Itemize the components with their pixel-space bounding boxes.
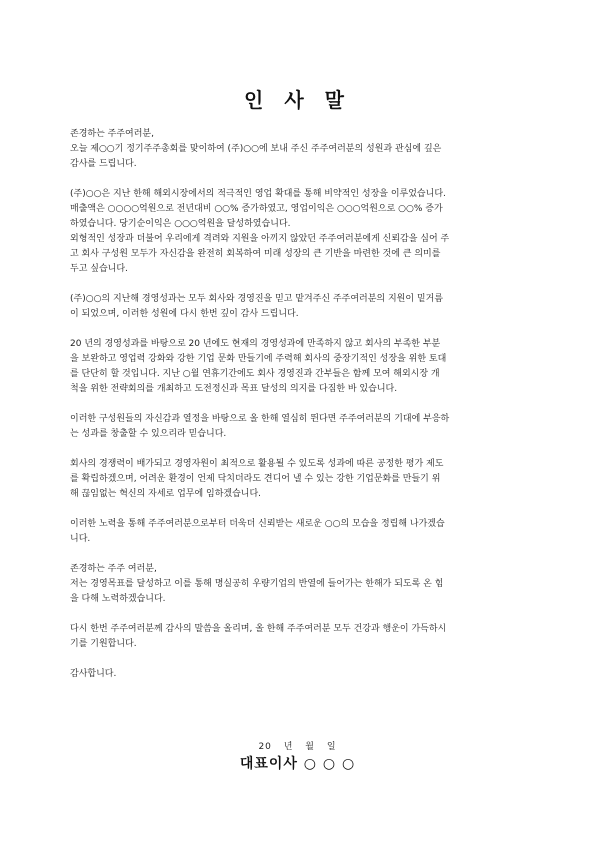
paragraph	[70, 337, 526, 397]
paragraph-line: 20 년의 경영성과를 바탕으로 20 년에도 현재의 경영성과에 만족하지 않고 회사의 부족한 부분	[70, 339, 441, 349]
paragraph-line: 하였습니다. 당기순이익은 ○○○억원을 달성하였습니다.	[70, 219, 291, 229]
paragraph-line: 척을 위한 전략회의를 개최하고 도전정신과 목표 달성의 의지를 다짐한 바 있습니다.	[70, 384, 398, 394]
paragraph-line: 이러한 노력을 통해 주주여러분으로부터 더욱더 신뢰받는 새로운 ○○의 모습을 정립해 나가겠습	[70, 519, 445, 529]
letter-body	[70, 127, 526, 697]
paragraph-line: 감사합니다.	[70, 669, 117, 679]
paragraph	[70, 457, 526, 502]
paragraph-line: 매출액은 ○○○○억원으로 전년대비 ○○% 증가하였고, 영업이익은 ○○○억원으로 ○○% 증가	[70, 204, 443, 214]
paragraph-line: (주)○○의 지난해 경영성과는 모두 회사와 경영진을 믿고 맡겨주신 주주여러분의 지원이 밑거름	[70, 294, 444, 304]
paragraph-line: 이 되었으며, 이러한 성원에 다시 한번 깊이 감사 드립니다.	[70, 309, 299, 319]
paragraph-line: 존경하는 주주여러분,	[70, 129, 154, 139]
paragraph	[70, 292, 526, 322]
paragraph-line: 해 끊임없는 혁신의 자세로 업무에 임하겠습니다.	[70, 489, 262, 499]
paragraph	[70, 517, 526, 547]
paragraph	[70, 562, 526, 607]
paragraph-line: (주)○○은 지난 한해 해외시장에서의 적극적인 영업 확대를 통해 비약적인 성장을 이루었습니다.	[70, 189, 446, 199]
paragraph-line: 존경하는 주주 여러분,	[70, 564, 157, 574]
date-line: 20 년 월 일	[258, 742, 337, 752]
paragraph	[70, 127, 526, 172]
ceo-signature-line: 대표이사 ○ ○ ○	[239, 756, 356, 772]
paragraph-line: 을 보완하고 영업력 강화와 강한 기업 문화 만들기에 주력해 회사의 중장기적인 성장을 위한 토대	[70, 354, 447, 364]
paragraph-line: 는 성과를 창출할 수 있으리라 믿습니다.	[70, 429, 227, 439]
paragraph-line: 이러한 구성원들의 자신감과 열정을 바탕으로 올 한해 열심히 뛴다면 주주여러분의 기대에 부응하	[70, 414, 450, 424]
paragraph-line: 를 확립하겠으며, 어려운 환경이 언제 닥치더라도 견디어 낼 수 있는 강한 기업문화를 만들기 위	[70, 474, 441, 484]
paragraph	[70, 187, 526, 277]
paragraph-line: 을 다해 노력하겠습니다.	[70, 594, 166, 604]
paragraph	[70, 622, 526, 652]
paragraph	[70, 412, 526, 442]
paragraph-line: 회사의 경쟁력이 배가되고 경영자원이 최적으로 활용될 수 있도록 성과에 따른 공정한 평가 제도	[70, 459, 444, 469]
paragraph-line: 고 회사 구성원 모두가 자신감을 완전히 회복하여 미래 성장의 큰 기반을 마련한 것에 큰 의미를	[70, 249, 441, 259]
paragraph-line: 다시 한번 주주여러분께 감사의 말씀을 올리며, 올 한해 주주여러분 모두 건강과 행운이 가득하시	[70, 624, 447, 634]
paragraph-line: 오늘 제○○기 정기주주총회를 맞이하여 (주)○○에 보내 주신 주주여러분의 성원과 관심에 깊은	[70, 144, 442, 154]
paragraph-line: 기를 기원합니다.	[70, 639, 137, 649]
paragraph-line: 저는 경영목표를 달성하고 이를 통해 명실공히 우량기업의 반열에 들어가는 한해가 되도록 온 힘	[70, 579, 444, 589]
page-title: 인 사 말	[244, 88, 351, 112]
paragraph-line: 두고 싶습니다.	[70, 264, 128, 274]
paragraph	[70, 667, 526, 682]
paragraph-line: 감사를 드립니다.	[70, 159, 137, 169]
paragraph-line: 를 단단히 할 것입니다. 지난 ○월 연휴기간에도 회사 경영진과 간부들은 함께 모여 해외시장 개	[70, 369, 440, 379]
paragraph-line: 외형적인 성장과 더불어 우리에게 격려와 지원을 아끼지 않았던 주주여러분에게 신뢰감을 심어 주	[70, 234, 450, 244]
paragraph-line: 니다.	[70, 534, 91, 544]
